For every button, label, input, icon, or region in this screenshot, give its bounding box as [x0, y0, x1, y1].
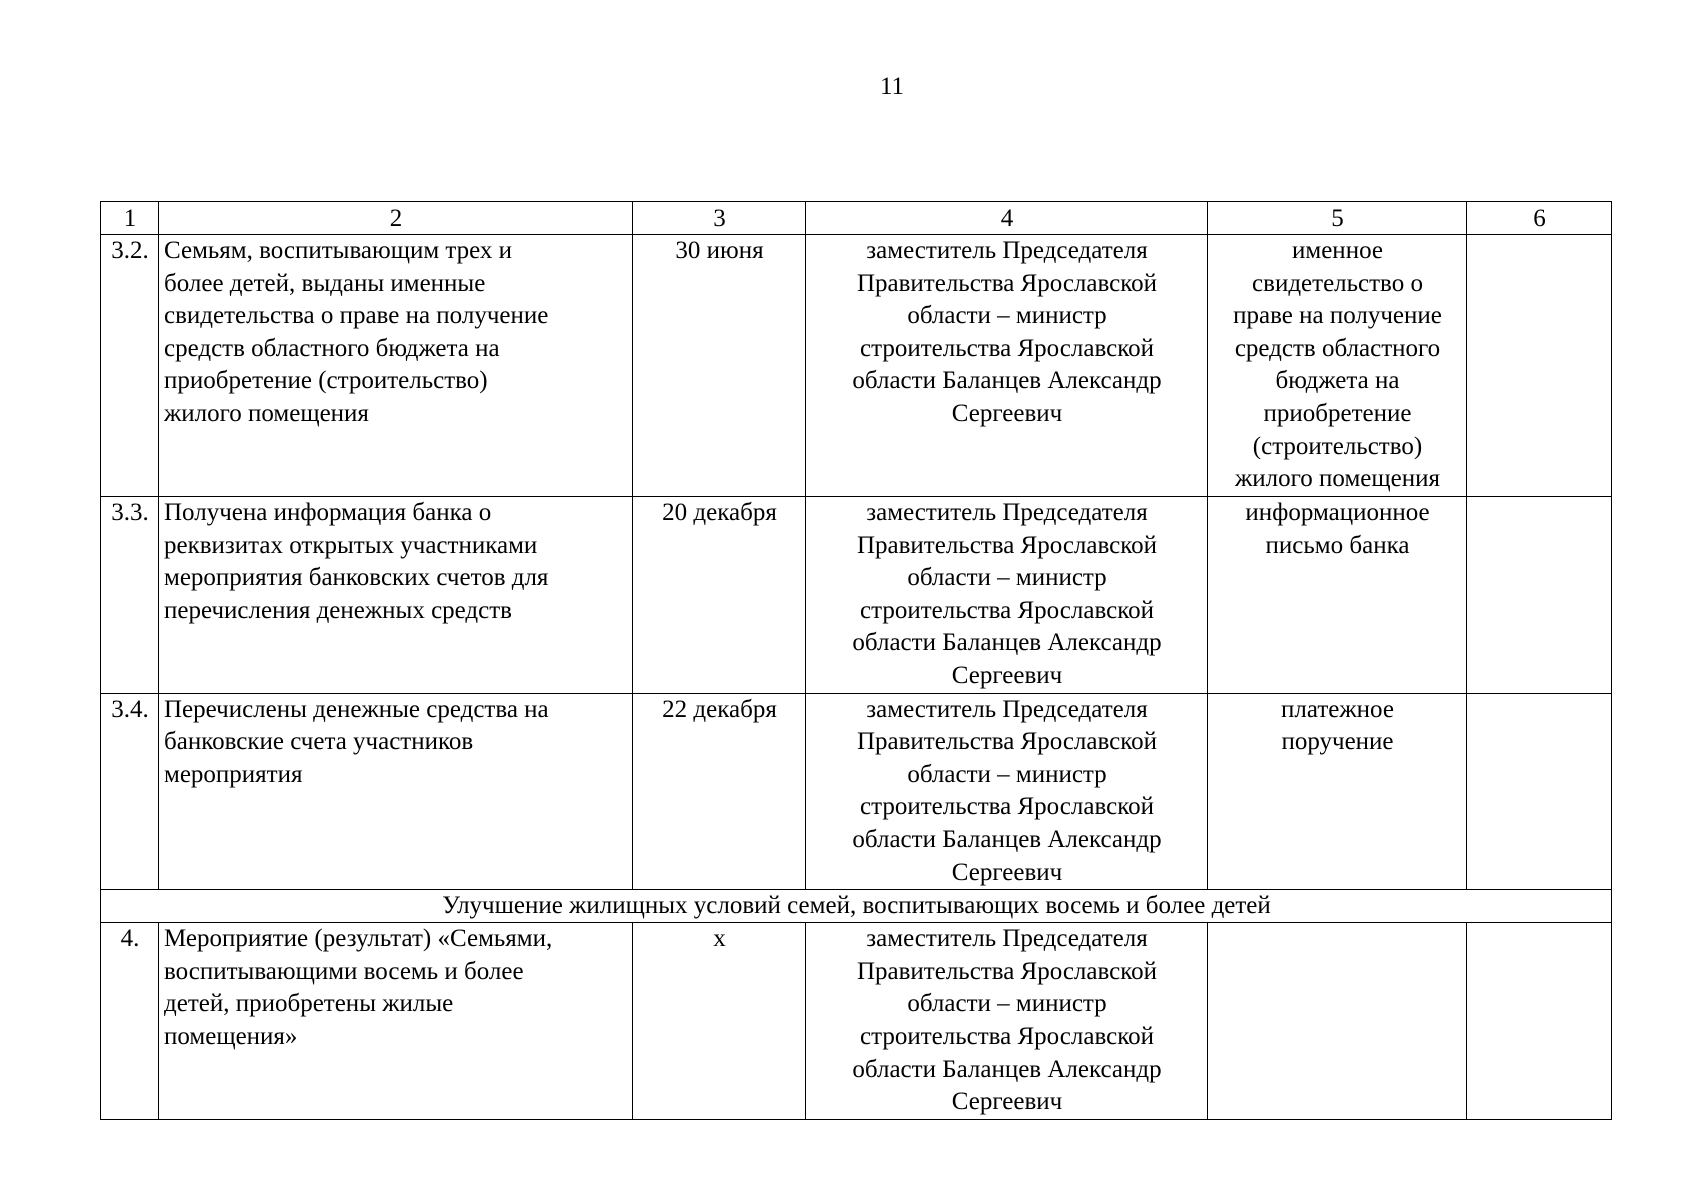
responsible-line: Сергеевич — [951, 1088, 1063, 1116]
document-line: средств областного — [1234, 334, 1441, 362]
row-document — [1208, 235, 1467, 497]
document-line: платежное — [1281, 695, 1394, 723]
row-document — [1208, 497, 1467, 694]
document-line: жилого помещения — [1235, 465, 1440, 493]
row-deadline: 30 июня — [633, 235, 806, 497]
responsible-line: области – министр — [907, 302, 1107, 330]
row-number: 3.4. — [101, 693, 159, 890]
responsible-line: Правительства Ярославской — [856, 728, 1158, 756]
responsible-line: Сергеевич — [951, 661, 1063, 689]
row-description — [159, 693, 633, 890]
row-description — [159, 923, 633, 1120]
description-line: мероприятия банковских счетов для — [164, 564, 549, 592]
responsible-line: Правительства Ярославской — [856, 531, 1158, 559]
responsible-line: Сергеевич — [951, 399, 1063, 427]
description-line: банковские счета участников — [164, 728, 474, 756]
section-row — [101, 890, 1612, 923]
table-row — [101, 693, 1612, 890]
row-col6 — [1467, 923, 1612, 1120]
responsible-line: Правительства Ярославской — [856, 957, 1158, 985]
table-header-row — [101, 202, 1612, 235]
responsible-line: Сергеевич — [951, 858, 1063, 886]
document-line: свидетельство о — [1252, 269, 1423, 297]
row-description — [159, 235, 633, 497]
row-col6 — [1467, 235, 1612, 497]
row-number: 3.3. — [101, 497, 159, 694]
row-responsible — [806, 497, 1208, 694]
header-col-3: 3 — [633, 202, 806, 235]
responsible-line: области – министр — [907, 990, 1107, 1018]
row-number: 3.2. — [101, 235, 159, 497]
row-document — [1208, 923, 1467, 1120]
responsible-line: области Баланцев Александр — [852, 1055, 1162, 1083]
row-col6 — [1467, 497, 1612, 694]
description-line: Мероприятие (результат) «Семьями, — [164, 925, 553, 953]
responsible-line: Правительства Ярославской — [856, 269, 1158, 297]
header-col-6: 6 — [1467, 202, 1612, 235]
description-line: мероприятия — [164, 760, 303, 788]
page-number: 11 — [879, 73, 905, 100]
document-line: (строительство) — [1252, 432, 1423, 460]
table-row — [101, 923, 1612, 1120]
responsible-line: заместитель Председателя — [866, 237, 1148, 264]
row-responsible — [806, 235, 1208, 497]
row-deadline: 20 декабря — [633, 497, 806, 694]
description-line: детей, приобретены жилые — [164, 990, 454, 1018]
table-row — [101, 497, 1612, 694]
plan-table — [100, 201, 1612, 1120]
responsible-line: строительства Ярославской — [860, 793, 1154, 821]
description-line: Семьям, воспитывающим трех и — [164, 237, 513, 264]
header-col-1: 1 — [101, 202, 159, 235]
row-document — [1208, 693, 1467, 890]
responsible-line: области Баланцев Александр — [852, 629, 1162, 657]
description-line: перечисления денежных средств — [164, 596, 512, 624]
document-line: письмо банка — [1265, 531, 1410, 559]
row-col6 — [1467, 693, 1612, 890]
responsible-line: заместитель Председателя — [866, 925, 1148, 953]
responsible-line: строительства Ярославской — [860, 334, 1154, 362]
description-line: Получена информация банка о — [164, 499, 492, 526]
description-line: средств областного бюджета на — [164, 334, 500, 362]
responsible-line: строительства Ярославской — [860, 596, 1154, 624]
responsible-line: области Баланцев Александр — [852, 367, 1162, 395]
document-line: бюджета на — [1275, 367, 1400, 395]
table-row — [101, 235, 1612, 497]
document-line: поручение — [1281, 728, 1394, 756]
document-line: праве на получение — [1233, 302, 1442, 330]
responsible-line: области Баланцев Александр — [852, 825, 1162, 853]
row-responsible — [806, 693, 1208, 890]
header-col-5: 5 — [1208, 202, 1467, 235]
responsible-line: строительства Ярославской — [860, 1022, 1154, 1050]
responsible-line: области – министр — [907, 564, 1107, 592]
row-deadline: х — [633, 923, 806, 1120]
row-description — [159, 497, 633, 694]
description-line: воспитывающими восемь и более — [164, 957, 524, 985]
description-line: свидетельства о праве на получение — [164, 302, 549, 330]
responsible-line: заместитель Председателя — [866, 499, 1148, 526]
description-line: реквизитах открытых участниками — [164, 531, 538, 559]
description-line: жилого помещения — [164, 399, 369, 427]
header-col-2: 2 — [159, 202, 633, 235]
document-line: информационное — [1245, 499, 1430, 526]
description-line: приобретение (строительство) — [164, 367, 488, 395]
row-number: 4. — [101, 923, 159, 1120]
document-line: именное — [1292, 237, 1383, 264]
description-line: более детей, выданы именные — [164, 269, 486, 297]
description-line: помещения» — [164, 1022, 298, 1050]
responsible-line: заместитель Председателя — [866, 695, 1148, 723]
section-title: Улучшение жилищных условий семей, воспитывающих восемь и более детей — [101, 890, 1612, 923]
document-line: приобретение — [1263, 399, 1412, 427]
header-col-4: 4 — [806, 202, 1208, 235]
responsible-line: области – министр — [907, 760, 1107, 788]
row-deadline: 22 декабря — [633, 693, 806, 890]
description-line: Перечислены денежные средства на — [164, 695, 549, 723]
row-responsible — [806, 923, 1208, 1120]
